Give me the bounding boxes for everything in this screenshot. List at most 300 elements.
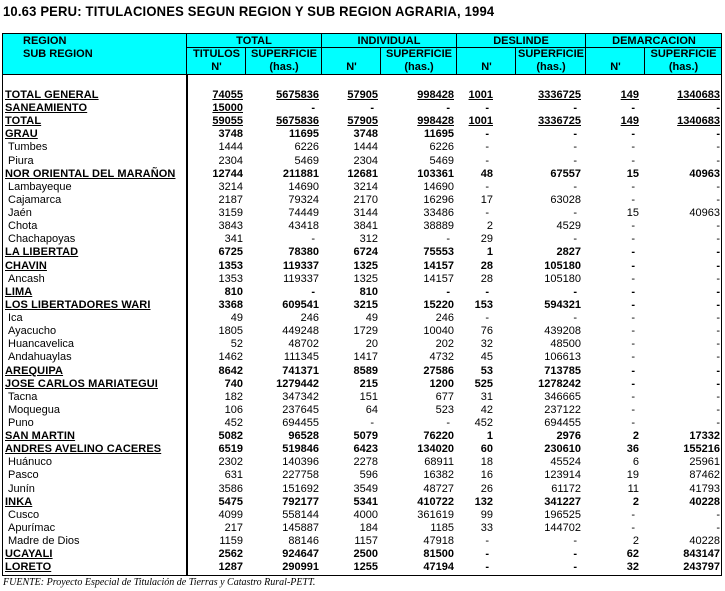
cell-text: - bbox=[485, 312, 489, 325]
table-row bbox=[3, 509, 723, 522]
row-value bbox=[282, 325, 319, 338]
cell-text: 40228 bbox=[689, 495, 720, 508]
row-value bbox=[423, 325, 454, 338]
cell-text: 48702 bbox=[288, 338, 319, 351]
cell-text: - bbox=[631, 285, 635, 298]
row-value bbox=[716, 417, 720, 430]
cell-text: - bbox=[485, 141, 489, 154]
cell-text: 6226 bbox=[429, 141, 454, 154]
cell-text: 15 bbox=[626, 167, 639, 180]
cell-text: 16 bbox=[480, 469, 493, 482]
row-value bbox=[219, 496, 243, 509]
row-value bbox=[716, 233, 720, 246]
row-value bbox=[219, 430, 243, 443]
cell-text: 2827 bbox=[556, 246, 581, 259]
cell-text: 17332 bbox=[689, 430, 720, 443]
cell-text: 1279442 bbox=[276, 377, 319, 390]
cell-text: 61172 bbox=[551, 482, 581, 495]
table-header bbox=[2, 33, 722, 75]
cell-text: 2 bbox=[486, 220, 493, 233]
row-label: LIMA bbox=[5, 285, 33, 298]
header-superficie-demarcacion: SUPERFICIE bbox=[650, 48, 717, 60]
header-group-deslinde: DESLINDE bbox=[493, 35, 549, 47]
row-value bbox=[295, 155, 319, 168]
row-value bbox=[683, 443, 720, 456]
cell-text: 713785 bbox=[544, 364, 581, 377]
row-value bbox=[436, 312, 454, 325]
row-value bbox=[347, 115, 378, 128]
row-value bbox=[424, 456, 454, 469]
cell-text: - bbox=[631, 128, 635, 141]
cell-text: 11695 bbox=[424, 128, 454, 141]
row-value bbox=[436, 391, 454, 404]
row-value bbox=[481, 365, 493, 378]
row-value bbox=[481, 469, 493, 482]
cell-text: 3214 bbox=[353, 180, 378, 193]
row-value bbox=[219, 483, 243, 496]
row-value bbox=[551, 483, 581, 496]
cell-text: 3215 bbox=[353, 298, 378, 311]
cell-text: 3144 bbox=[353, 207, 378, 220]
row-value bbox=[627, 469, 639, 482]
header-divider bbox=[186, 47, 722, 48]
row-value bbox=[481, 338, 493, 351]
row-value bbox=[225, 404, 243, 417]
row-label: UCAYALI bbox=[5, 548, 53, 561]
cell-text: 215 bbox=[359, 377, 378, 390]
row-value bbox=[446, 417, 450, 430]
cell-text: 558144 bbox=[282, 508, 319, 521]
cell-text: - bbox=[485, 548, 489, 561]
cell-text: - bbox=[631, 102, 635, 115]
row-value bbox=[360, 233, 378, 246]
row-value bbox=[631, 181, 635, 194]
row-value bbox=[219, 207, 243, 220]
cell-text: 631 bbox=[224, 469, 243, 482]
cell-text: 5675836 bbox=[276, 115, 319, 128]
cell-text: 123914 bbox=[544, 469, 581, 482]
cell-text: 998428 bbox=[417, 89, 454, 101]
header-n-demarcacion: N' bbox=[610, 61, 621, 73]
row-value bbox=[487, 430, 493, 443]
row-value bbox=[423, 430, 454, 443]
row-value bbox=[225, 286, 243, 299]
header-group-total: TOTAL bbox=[236, 35, 272, 47]
cell-text: 1001 bbox=[468, 89, 493, 101]
cell-text: 596 bbox=[359, 469, 378, 482]
cell-text: - bbox=[631, 220, 635, 233]
cell-text: - bbox=[573, 312, 577, 325]
row-value bbox=[347, 168, 378, 181]
cell-text: 6724 bbox=[353, 246, 378, 259]
row-value bbox=[289, 128, 319, 141]
row-value bbox=[360, 522, 378, 535]
row-value bbox=[423, 483, 454, 496]
cell-text: 237645 bbox=[282, 403, 319, 416]
cell-text: 184 bbox=[359, 521, 378, 534]
row-value bbox=[430, 351, 454, 364]
cell-text: - bbox=[716, 298, 720, 311]
row-value bbox=[282, 561, 319, 574]
cell-text: - bbox=[716, 390, 720, 403]
cell-text: 155216 bbox=[683, 443, 720, 456]
row-value bbox=[573, 535, 577, 548]
cell-text: 106613 bbox=[544, 351, 581, 364]
row-value bbox=[485, 155, 489, 168]
row-value bbox=[288, 207, 319, 220]
row-value bbox=[481, 194, 493, 207]
row-value bbox=[631, 509, 635, 522]
cell-text: 694455 bbox=[544, 417, 581, 429]
cell-text: - bbox=[631, 338, 635, 351]
cell-text: - bbox=[631, 154, 635, 167]
cell-text: - bbox=[716, 312, 720, 325]
row-value bbox=[423, 260, 454, 273]
cell-text: 2 bbox=[632, 430, 639, 443]
cell-text: 10040 bbox=[423, 325, 454, 338]
row-value bbox=[627, 548, 639, 561]
row-value bbox=[633, 456, 639, 469]
cell-text: 741371 bbox=[282, 364, 319, 377]
row-label: Piura bbox=[8, 154, 34, 167]
cell-text: 33486 bbox=[423, 207, 454, 220]
header-titulos: TITULOS bbox=[192, 48, 241, 60]
row-value bbox=[716, 181, 720, 194]
cell-text: 519846 bbox=[282, 443, 319, 456]
row-value bbox=[282, 391, 319, 404]
table-row bbox=[3, 299, 723, 312]
cell-text: - bbox=[446, 417, 450, 429]
header-group-demarcacion: DEMARCACION bbox=[612, 35, 696, 47]
row-value bbox=[219, 246, 243, 259]
row-value bbox=[716, 325, 720, 338]
row-value bbox=[544, 496, 581, 509]
header-has-individual: (has.) bbox=[404, 61, 434, 73]
row-value bbox=[360, 391, 378, 404]
cell-text: 217 bbox=[224, 521, 243, 534]
cell-text: 5079 bbox=[353, 430, 378, 443]
row-label: Tacna bbox=[8, 390, 38, 403]
row-value bbox=[716, 260, 720, 273]
cell-text: 103361 bbox=[417, 167, 454, 180]
cell-text: 81500 bbox=[423, 548, 454, 561]
cell-text: 99 bbox=[480, 508, 493, 521]
row-value bbox=[225, 233, 243, 246]
table-row bbox=[3, 391, 723, 404]
cell-text: - bbox=[573, 154, 577, 167]
cell-text: 449248 bbox=[282, 325, 319, 338]
cell-text: 57905 bbox=[347, 89, 378, 101]
cell-text: 5475 bbox=[218, 495, 243, 508]
cell-text: 5675836 bbox=[276, 89, 319, 101]
cell-text: 111345 bbox=[283, 351, 319, 364]
header-has-total: (has.) bbox=[269, 61, 299, 73]
row-value bbox=[283, 273, 319, 286]
row-value bbox=[485, 207, 489, 220]
row-value bbox=[544, 260, 581, 273]
cell-text: 132 bbox=[474, 495, 493, 508]
row-value bbox=[212, 168, 243, 181]
header-has-demarcacion: (has.) bbox=[668, 61, 699, 73]
cell-text: - bbox=[573, 207, 577, 220]
cell-text: 230610 bbox=[544, 443, 581, 456]
row-value bbox=[284, 351, 319, 364]
cell-text: 28 bbox=[480, 272, 493, 285]
cell-text: 149 bbox=[620, 115, 639, 128]
row-value bbox=[436, 404, 454, 417]
row-value bbox=[219, 548, 243, 561]
cell-text: 452 bbox=[224, 417, 243, 429]
cell-text: 79324 bbox=[288, 193, 319, 206]
cell-text: 31 bbox=[480, 390, 493, 403]
row-value bbox=[716, 141, 720, 154]
row-value bbox=[354, 456, 378, 469]
header-n-total: N' bbox=[211, 61, 222, 73]
cell-text: 57905 bbox=[347, 115, 378, 128]
header-divider bbox=[585, 34, 586, 75]
row-value bbox=[360, 286, 378, 299]
cell-text: 2278 bbox=[353, 456, 378, 469]
cell-text: - bbox=[716, 102, 720, 115]
cell-text: - bbox=[573, 548, 577, 561]
cell-text: 2304 bbox=[218, 154, 243, 167]
table-row bbox=[3, 548, 723, 561]
cell-text: 119337 bbox=[283, 272, 319, 285]
cell-text: - bbox=[485, 535, 489, 548]
cell-text: 17 bbox=[480, 193, 493, 206]
cell-text: 20 bbox=[365, 338, 378, 351]
cell-text: 27586 bbox=[423, 364, 454, 377]
cell-text: - bbox=[573, 180, 577, 193]
row-value bbox=[716, 509, 720, 522]
cell-text: - bbox=[716, 364, 720, 377]
header-divider bbox=[321, 34, 322, 75]
table-row bbox=[3, 286, 723, 299]
header-has-deslinde: (has.) bbox=[536, 61, 566, 73]
cell-text: 290991 bbox=[282, 561, 319, 574]
cell-text: 106 bbox=[224, 403, 243, 416]
cell-text: - bbox=[311, 233, 315, 246]
row-value bbox=[417, 89, 454, 102]
row-value bbox=[225, 391, 243, 404]
table-row bbox=[3, 102, 723, 115]
table-row bbox=[3, 207, 723, 220]
cell-text: - bbox=[573, 141, 577, 154]
row-value bbox=[631, 404, 635, 417]
row-value bbox=[446, 233, 450, 246]
cell-text: - bbox=[716, 351, 720, 364]
row-value bbox=[354, 299, 378, 312]
cell-text: 3549 bbox=[353, 482, 378, 495]
cell-text: 119337 bbox=[282, 259, 319, 272]
cell-text: 523 bbox=[435, 403, 454, 416]
cell-text: - bbox=[716, 220, 720, 233]
table-row bbox=[3, 378, 723, 391]
table-row bbox=[3, 312, 723, 325]
row-value bbox=[481, 522, 493, 535]
row-value bbox=[354, 194, 378, 207]
row-value bbox=[631, 365, 635, 378]
cell-text: 40963 bbox=[689, 167, 720, 180]
row-value bbox=[288, 194, 319, 207]
cell-text: 14690 bbox=[288, 180, 319, 193]
cell-text: - bbox=[716, 377, 720, 390]
row-value bbox=[475, 417, 493, 430]
cell-text: 1287 bbox=[218, 561, 243, 574]
row-value bbox=[219, 220, 243, 233]
row-value bbox=[219, 561, 243, 574]
cell-text: 8589 bbox=[353, 364, 378, 377]
cell-text: 341227 bbox=[544, 495, 581, 508]
cell-text: 42 bbox=[480, 403, 493, 416]
header-divider bbox=[186, 34, 187, 75]
row-value bbox=[446, 286, 450, 299]
row-value bbox=[301, 312, 319, 325]
row-label: Madre de Dios bbox=[8, 535, 80, 548]
cell-text: 1325 bbox=[353, 272, 378, 285]
row-value bbox=[354, 260, 378, 273]
row-label: Chachapoyas bbox=[8, 233, 76, 246]
cell-text: - bbox=[716, 403, 720, 416]
row-value bbox=[219, 351, 243, 364]
row-value bbox=[538, 378, 581, 391]
row-value bbox=[683, 548, 720, 561]
cell-text: 1200 bbox=[429, 377, 454, 390]
row-value bbox=[716, 338, 720, 351]
header-group-individual: INDIVIDUAL bbox=[357, 35, 421, 47]
cell-text: 151692 bbox=[282, 482, 319, 495]
cell-text: 105180 bbox=[544, 272, 581, 285]
row-value bbox=[354, 220, 378, 233]
row-value bbox=[219, 535, 243, 548]
row-label: LORETO bbox=[5, 561, 52, 574]
cell-text: - bbox=[716, 233, 720, 246]
row-label: Huánuco bbox=[8, 456, 53, 469]
row-value bbox=[716, 286, 720, 299]
cell-text: 14157 bbox=[423, 259, 454, 272]
cell-text: 1417 bbox=[353, 351, 378, 364]
row-value bbox=[677, 115, 720, 128]
cell-text: 64 bbox=[365, 403, 378, 416]
row-label: Huancavelica bbox=[8, 338, 75, 351]
cell-text: 32 bbox=[626, 561, 639, 574]
row-value bbox=[430, 522, 454, 535]
table-row bbox=[3, 430, 723, 443]
cell-text: 677 bbox=[435, 390, 454, 403]
row-value bbox=[288, 181, 319, 194]
cell-text: 78380 bbox=[288, 246, 319, 259]
cell-text: - bbox=[716, 193, 720, 206]
row-value bbox=[423, 246, 454, 259]
cell-text: 3748 bbox=[353, 128, 378, 141]
table-row bbox=[3, 141, 723, 154]
cell-text: 63028 bbox=[550, 193, 581, 206]
cell-text: 134020 bbox=[417, 443, 454, 456]
cell-text: - bbox=[631, 364, 635, 377]
cell-text: 15220 bbox=[423, 298, 454, 311]
cell-text: - bbox=[311, 102, 315, 115]
cell-text: 3748 bbox=[218, 128, 243, 141]
cell-text: 1185 bbox=[430, 521, 454, 534]
cell-text: 924647 bbox=[282, 548, 319, 561]
row-value bbox=[276, 378, 319, 391]
cell-text: 1255 bbox=[353, 561, 378, 574]
row-value bbox=[288, 220, 319, 233]
row-value bbox=[716, 220, 720, 233]
row-value bbox=[219, 155, 243, 168]
cell-text: 74055 bbox=[212, 89, 243, 101]
cell-text: - bbox=[631, 377, 635, 390]
cell-text: 1 bbox=[486, 246, 493, 259]
cell-text: 1462 bbox=[218, 351, 243, 364]
cell-text: 26 bbox=[480, 482, 493, 495]
row-value bbox=[573, 561, 577, 574]
cell-text: - bbox=[716, 338, 720, 351]
row-value bbox=[481, 325, 493, 338]
cell-text: 1157 bbox=[354, 535, 378, 548]
cell-text: 1159 bbox=[219, 535, 243, 548]
cell-text: 40228 bbox=[689, 535, 720, 548]
row-value bbox=[716, 299, 720, 312]
row-value bbox=[485, 312, 489, 325]
row-value bbox=[621, 89, 639, 102]
cell-text: 33 bbox=[480, 521, 493, 534]
cell-text: 149 bbox=[620, 89, 639, 101]
row-value bbox=[481, 168, 493, 181]
row-value bbox=[423, 469, 454, 482]
row-value bbox=[689, 469, 720, 482]
row-label: CHAVIN bbox=[5, 259, 47, 272]
cell-text: - bbox=[631, 403, 635, 416]
cell-text: 4099 bbox=[218, 508, 243, 521]
row-value bbox=[544, 443, 581, 456]
row-value bbox=[231, 312, 243, 325]
cell-text: 3841 bbox=[353, 220, 378, 233]
row-value bbox=[716, 404, 720, 417]
row-value bbox=[689, 456, 720, 469]
cell-text: 3336725 bbox=[538, 115, 581, 128]
row-value bbox=[219, 260, 243, 273]
row-value bbox=[219, 141, 243, 154]
row-value bbox=[436, 338, 454, 351]
row-value bbox=[481, 443, 493, 456]
cell-text: 1353 bbox=[218, 272, 243, 285]
row-value bbox=[633, 535, 639, 548]
cell-text: 3368 bbox=[218, 298, 243, 311]
row-value bbox=[212, 102, 243, 115]
cell-text: 2304 bbox=[353, 154, 378, 167]
table-row bbox=[3, 89, 723, 102]
cell-text: 998428 bbox=[417, 115, 454, 128]
row-value bbox=[573, 207, 577, 220]
row-value bbox=[485, 181, 489, 194]
cell-text: 47194 bbox=[423, 561, 454, 574]
row-value bbox=[544, 365, 581, 378]
row-value bbox=[354, 141, 378, 154]
row-value bbox=[573, 233, 577, 246]
row-value bbox=[288, 430, 319, 443]
table-row bbox=[3, 417, 723, 430]
row-value bbox=[716, 128, 720, 141]
cell-text: 29 bbox=[480, 233, 493, 246]
row-value bbox=[430, 155, 454, 168]
row-value bbox=[423, 207, 454, 220]
header-divider bbox=[245, 47, 246, 75]
header-sub-region: SUB REGION bbox=[23, 48, 93, 60]
cell-text: 361619 bbox=[417, 508, 454, 521]
cell-text: - bbox=[446, 233, 450, 246]
row-value bbox=[573, 312, 577, 325]
